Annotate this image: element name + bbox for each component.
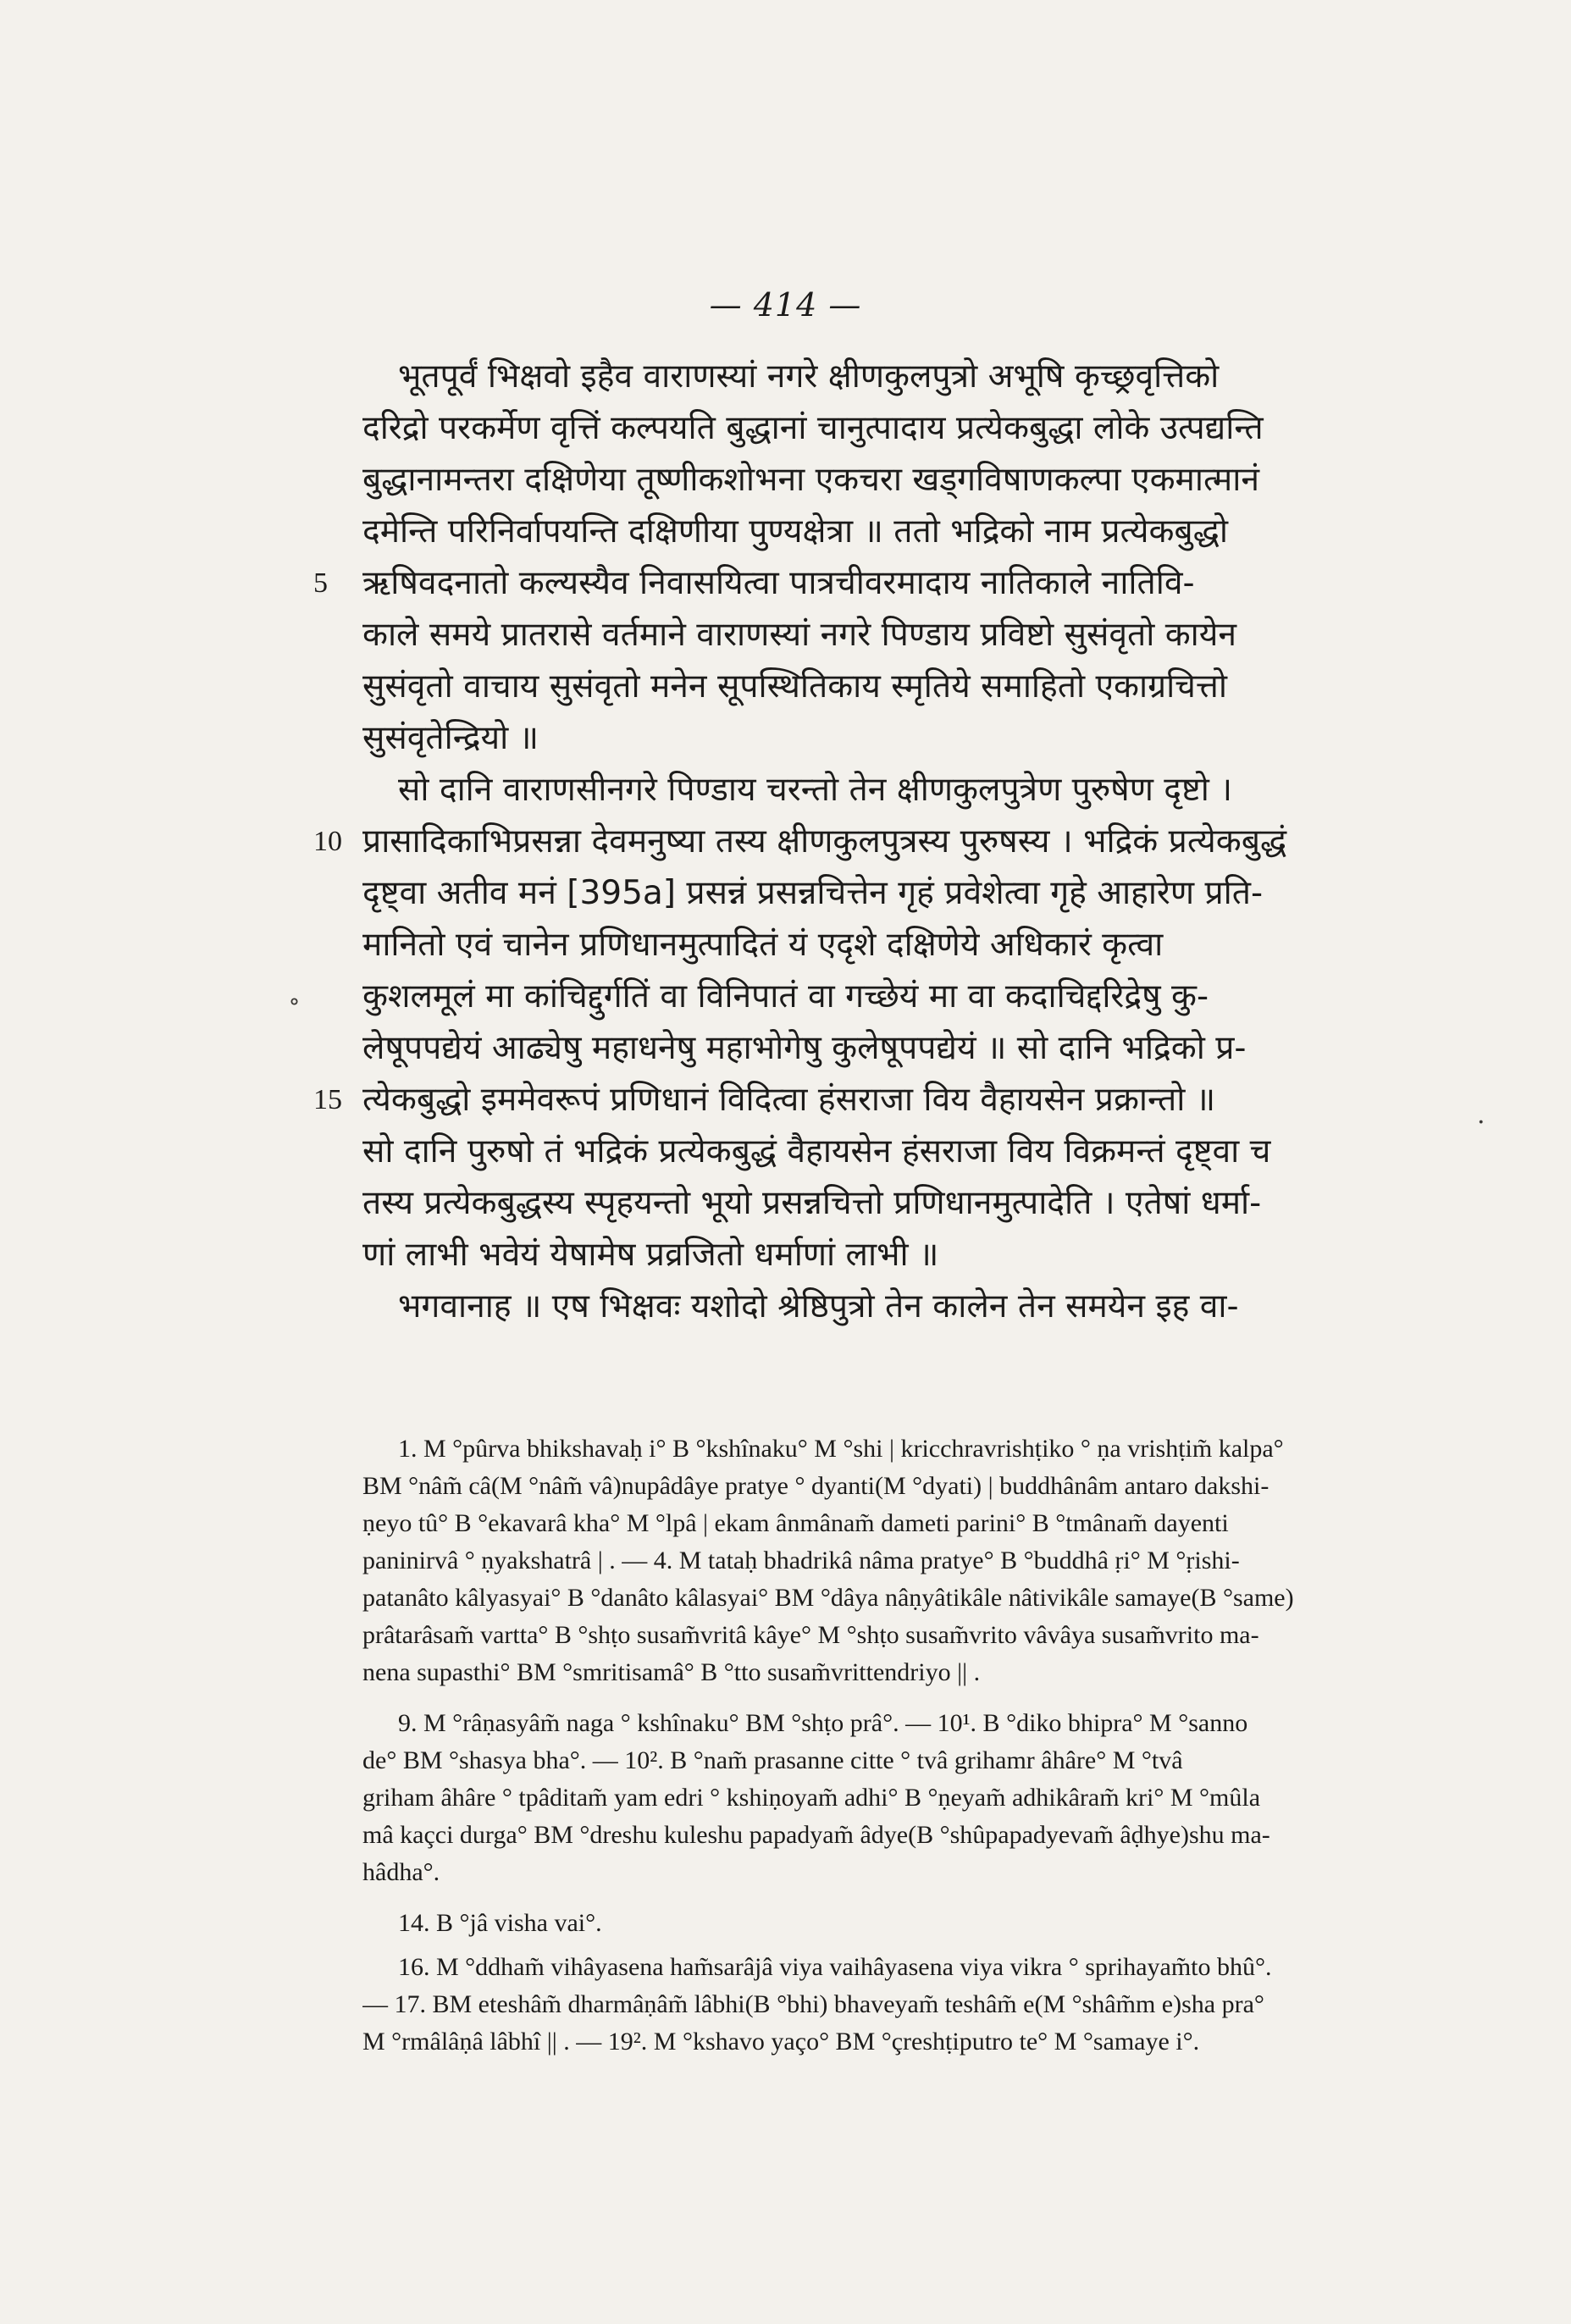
- footnote-line-16: M °rmâlâṇâ lâbhî || . — 19². M °kshavo yaço° BM °çreshṭiputro te° M °samaye i°.: [362, 2028, 1200, 2056]
- footnote-line-12: hâdha°.: [362, 1858, 440, 1886]
- text-line-19: भगवानाह ॥ एष भिक्षवः यशोदो श्रेष्ठिपुत्रो तेन कालेन तेन समयेन इह वा-: [398, 1287, 1239, 1325]
- footnote-line-6: prâtarâsam̃ vartta° B °shṭo susam̃vritâ kâye° M °shṭo susam̃vrito vâvâya susam̃vrito ma-: [362, 1621, 1259, 1649]
- text-line-1: भूतपूर्वं भिक्षवो इहैव वाराणस्यां नगरे क्षीणकुलपुत्रो अभूषि कृच्छ्रवृत्तिको: [398, 357, 1220, 396]
- text-line-3: बुद्धानामन्तरा दक्षिणेया तूष्णीकशोभना एकचरा खड्गविषाणकल्पा एकमात्मानं: [362, 461, 1259, 499]
- page-number: — 414 —: [709, 286, 862, 324]
- line-number-5: 5: [313, 567, 328, 599]
- margin-mark-icon: ˚: [288, 998, 301, 1027]
- text-line-12: मानितो एवं चानेन प्रणिधानमुत्पादितं यं एदृशे दक्षिणेये अधिकारं कृत्वा: [362, 926, 1164, 964]
- text-line-11: दृष्ट्वा अतीव मनं [395a] प्रसन्नं प्रसन्नचित्तेन गृहं प्रवेशेत्वा गृहे आहारेण प्रति-: [362, 874, 1264, 912]
- text-line-7: सुसंवृतो वाचाय सुसंवृतो मनेन सूपस्थितिकाय स्मृतिये समाहितो एकाग्रचित्तो: [362, 667, 1227, 706]
- footnote-line-7: nena supasthi° BM °smritisamâ° B °tto susam̃vrittendriyo || .: [362, 1658, 981, 1686]
- footnote-line-2: BM °nâm̃ câ(M °nâm̃ vâ)nupâdâye pratye ° dyanti(M °dyati) | buddhânâm antaro dakshi-: [362, 1472, 1270, 1500]
- text-line-17: तस्य प्रत्येकबुद्धस्य स्पृहयन्तो भूयो प्रसन्नचित्तो प्रणिधानमुत्पादेति । एतेषां धर्मा-: [362, 1184, 1262, 1222]
- footnote-line-3: ṇeyo tû° B °ekavarâ kha° M °lpâ | ekam ânmânam̃ dameti parini° B °tmânam̃ dayenti: [362, 1509, 1229, 1537]
- text-line-18: णां लाभी भवेयं येषामेष प्रव्रजितो धर्माणां लाभी ॥: [362, 1236, 939, 1274]
- footnote-line-11: mâ kaçci durga° BM °dreshu kuleshu papadyam̃ âdye(B °shûpapadyevam̃ âḍhye)shu ma-: [362, 1821, 1270, 1849]
- footnote-line-13: 14. B °jâ visha vai°.: [398, 1909, 602, 1937]
- line-number-15: 15: [313, 1084, 342, 1115]
- text-line-8: सुसंवृतेन्द्रियो ॥: [362, 719, 539, 757]
- text-line-9: सो दानि वाराणसीनगरे पिण्डाय चरन्तो तेन क्षीणकुलपुत्रेण पुरुषेण दृष्टो ।: [398, 771, 1233, 809]
- line-number-10: 10: [313, 826, 342, 857]
- footnote-line-1: 1. M °pûrva bhikshavaḥ i° B °kshînaku° M °shi | kricchravrishṭiko ° ṇa vrishṭim̃ kalpa°: [398, 1435, 1284, 1463]
- footnote-line-9: de° BM °shasya bha°. — 10². B °nam̃ prasanne citte ° tvâ grihamr âhâre° M °tvâ: [362, 1746, 1183, 1774]
- text-line-10: प्रासादिकाभिप्रसन्ना देवमनुष्या तस्य क्षीणकुलपुत्रस्य पुरुषस्य । भद्रिकं प्रत्येकबुद्धं: [362, 822, 1287, 860]
- footnote-line-10: griham âhâre ° tpâditam̃ yam edri ° kshiṇoyam̃ adhi° B °ṇeyam̃ adhikâram̃ kri° M °mûla: [362, 1784, 1261, 1812]
- text-line-6: काले समये प्रातरासे वर्तमाने वाराणस्यां नगरे पिण्डाय प्रविष्टो सुसंवृतो कायेन: [362, 616, 1237, 654]
- text-line-14: लेषूपपद्येयं आढ्येषु महाधनेषु महाभोगेषु कुलेषूपपद्येयं ॥ सो दानि भद्रिको प्र-: [362, 1029, 1247, 1067]
- text-line-13: कुशलमूलं मा कांचिद्दुर्गतिं वा विनिपातं वा गच्छेयं मा वा कदाचिद्दरिद्रेषु कु-: [362, 977, 1209, 1015]
- text-line-4: दमेन्ति परिनिर्वापयन्ति दक्षिणीया पुण्यक्षेत्रा ॥ ततो भद्रिको नाम प्रत्येकबुद्धो: [362, 512, 1228, 551]
- text-line-2: दरिद्रो परकर्मेण वृत्तिं कल्पयति बुद्धानां चानुत्पादाय प्रत्येकबुद्धा लोके उत्पद्यन्ति: [362, 409, 1264, 447]
- footnote-line-15: — 17. BM eteshâm̃ dharmâṇâm̃ lâbhi(B °bhi) bhaveyam̃ teshâm̃ e(M °shâm̃m e)sha pra°: [362, 1990, 1264, 2018]
- text-line-15: त्येकबुद्धो इममेवरूपं प्रणिधानं विदित्वा हंसराजा विय वैहायसेन प्रक्रान्तो ॥: [362, 1081, 1216, 1119]
- footnote-line-5: patanâto kâlyasyai° B °danâto kâlasyai° BM °dâya nâṇyâtikâle nâtivikâle samaye(B °same): [362, 1584, 1294, 1612]
- footnote-line-14: 16. M °ddham̃ vihâyasena ham̃sarâjâ viya vaihâyasena viya vikra ° sprihayam̃to bhû°.: [398, 1953, 1272, 1981]
- text-line-5: ऋषिवदनातो कल्यस्यैव निवासयित्वा पात्रचीवरमादाय नातिकाले नातिवि-: [362, 564, 1195, 602]
- footnote-line-4: paninirvâ ° ṇyakshatrâ | . — 4. M tataḥ bhadrikâ nâma pratye° B °buddhâ ṛi° M °ṛishi-: [362, 1547, 1240, 1574]
- margin-dot-icon: ·: [1477, 1108, 1485, 1137]
- text-line-16: सो दानि पुरुषो तं भद्रिकं प्रत्येकबुद्धं वैहायसेन हंसराजा विय विक्रमन्तं दृष्ट्वा च: [362, 1132, 1271, 1170]
- footnote-line-8: 9. M °râṇasyâm̃ naga ° kshînaku° BM °shṭo prâ°. — 10¹. B °diko bhipra° M °sanno: [398, 1709, 1248, 1737]
